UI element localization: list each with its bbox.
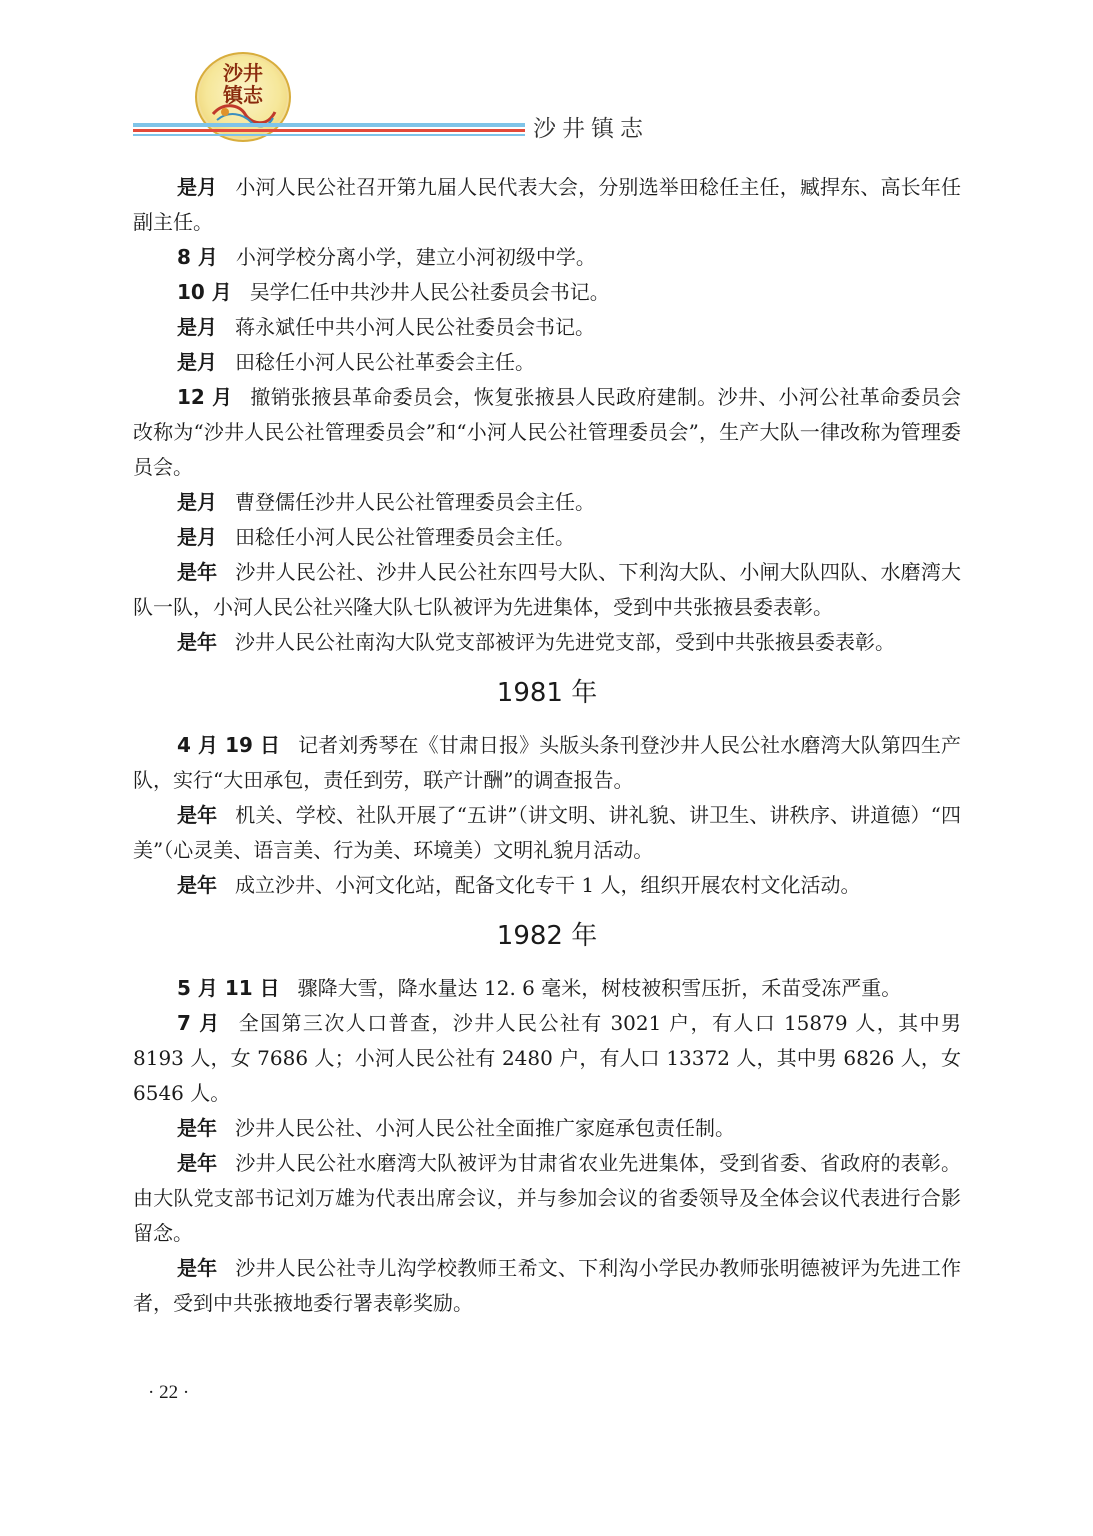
entry-text: 蒋永斌任中共小河人民公社委员会书记。: [235, 315, 595, 339]
chronicle-entry: [133, 345, 961, 380]
entry-date: 5 月 11 日: [177, 976, 280, 1000]
entry-text: 田稔任小河人民公社革委会主任。: [235, 350, 535, 374]
chronicle-content: [133, 170, 961, 1321]
chronicle-entry: [133, 1251, 961, 1321]
chronicle-entry: [133, 728, 961, 798]
year-heading-1981: 1981 年: [496, 678, 598, 708]
entry-text: 成立沙井、小河文化站，配备文化专干 1 人，组织开展农村文化活动。: [235, 873, 861, 897]
section-1981-entries: [133, 728, 961, 903]
header-rule-red: [133, 129, 525, 132]
entry-text: 曹登儒任沙井人民公社管理委员会主任。: [235, 490, 595, 514]
entry-date: 是年: [177, 873, 217, 897]
entry-date: 是年: [177, 630, 217, 654]
chronicle-entry: [133, 625, 961, 660]
header-rule-blue-thin: [133, 134, 525, 136]
logo-line-1: 沙井: [223, 61, 263, 85]
chronicle-entry: [133, 1006, 961, 1111]
header-rule-blue: [133, 123, 525, 127]
entry-date: 是年: [177, 803, 218, 827]
chronicle-entry: [133, 555, 961, 625]
running-title: 沙井镇志: [533, 116, 649, 142]
entry-text: 沙井人民公社水磨湾大队被评为甘肃省农业先进集体，受到省委、省政府的表彰。由大队党支部书记刘万雄为代表出席会议，并与参加会议的省委领导及全体会议代表进行合影留念。: [133, 1151, 962, 1245]
chronicle-entry: [133, 520, 961, 555]
chronicle-entry: [133, 1111, 961, 1146]
entry-date: 是月: [177, 315, 217, 339]
page-number: · 22 ·: [148, 1382, 190, 1403]
chronicle-entry: [133, 485, 961, 520]
entry-date: 是年: [177, 1116, 217, 1140]
chronicle-entry: [133, 240, 961, 275]
entry-text: 沙井人民公社南沟大队党支部被评为先进党支部，受到中共张掖县委表彰。: [235, 630, 895, 654]
entry-date: 4 月 19 日: [177, 733, 281, 757]
entry-text: 小河学校分离小学，建立小河初级中学。: [235, 245, 596, 269]
entry-text: 沙井人民公社、沙井人民公社东四号大队、下利沟大队、小闸大队四队、水磨湾大队一队，小河人民公社兴隆大队七队被评为先进集体，受到中共张掖县委表彰。: [133, 560, 962, 619]
chronicle-entry: [133, 971, 961, 1006]
chronicle-entry: [133, 170, 961, 240]
entry-text: 吴学仁任中共沙井人民公社委员会书记。: [249, 280, 610, 304]
entry-text: 机关、学校、社队开展了“五讲”（讲文明、讲礼貌、讲卫生、讲秩序、讲道德）“四美”（心灵美、语言美、行为美、环境美）文明礼貌月活动。: [133, 803, 961, 862]
entry-date: 是月: [177, 350, 217, 374]
entry-text: 沙井人民公社、小河人民公社全面推广家庭承包责任制。: [235, 1116, 735, 1140]
entry-date: 是月: [177, 175, 218, 199]
entry-text: 骤降大雪，降水量达 12. 6 毫米，树枝被积雪压折，禾苗受冻严重。: [297, 976, 902, 1000]
entry-text: 记者刘秀琴在《甘肃日报》头版头条刊登沙井人民公社水磨湾大队第四生产队，实行“大田承包，责任到劳，联产计酬”的调查报告。: [133, 733, 961, 792]
section-1982-entries: [133, 971, 961, 1321]
entry-text: 小河人民公社召开第九届人民代表大会，分别选举田稔任主任，臧捍东、高长年任副主任。: [133, 175, 962, 234]
chronicle-entry: [133, 310, 961, 345]
entry-date: 是年: [177, 1256, 218, 1280]
chronicle-entry: [133, 380, 961, 485]
entry-text: 撤销张掖县革命委员会，恢复张掖县人民政府建制。沙井、小河公社革命委员会改称为“沙井人民公社管理委员会”和“小河人民公社管理委员会”，生产大队一律改称为管理委员会。: [133, 385, 962, 479]
entry-text: 全国第三次人口普查，沙井人民公社有 3021 户，有人口 15879 人，其中男 8193 人，女 7686 人；小河人民公社有 2480 户，有人口 13372 人，其中男 6826 人，女 6546 人。: [133, 1011, 961, 1105]
entry-date: 是月: [177, 525, 217, 549]
chronicle-entry: [133, 798, 961, 868]
entry-date: 是年: [177, 1151, 218, 1175]
chronicle-entry: [133, 1146, 961, 1251]
chronicle-entry: [133, 868, 961, 903]
entry-date: 是月: [177, 490, 217, 514]
entry-date: 8 月: [177, 245, 218, 269]
page-header: [0, 0, 1093, 150]
entry-date: 12 月: [177, 385, 233, 409]
entry-date: 7 月: [177, 1011, 221, 1035]
year-heading-1982: 1982 年: [496, 921, 598, 951]
section-1980-entries: [133, 170, 961, 660]
entry-text: 田稔任小河人民公社管理委员会主任。: [235, 525, 575, 549]
entry-date: 10 月: [177, 280, 232, 304]
logo-line-2: 镇志: [223, 83, 263, 107]
entry-text: 沙井人民公社寺儿沟学校教师王希文、下利沟小学民办教师张明德被评为先进工作者，受到中共张掖地委行署表彰奖励。: [133, 1256, 962, 1315]
entry-date: 是年: [177, 560, 218, 584]
chronicle-entry: [133, 275, 961, 310]
